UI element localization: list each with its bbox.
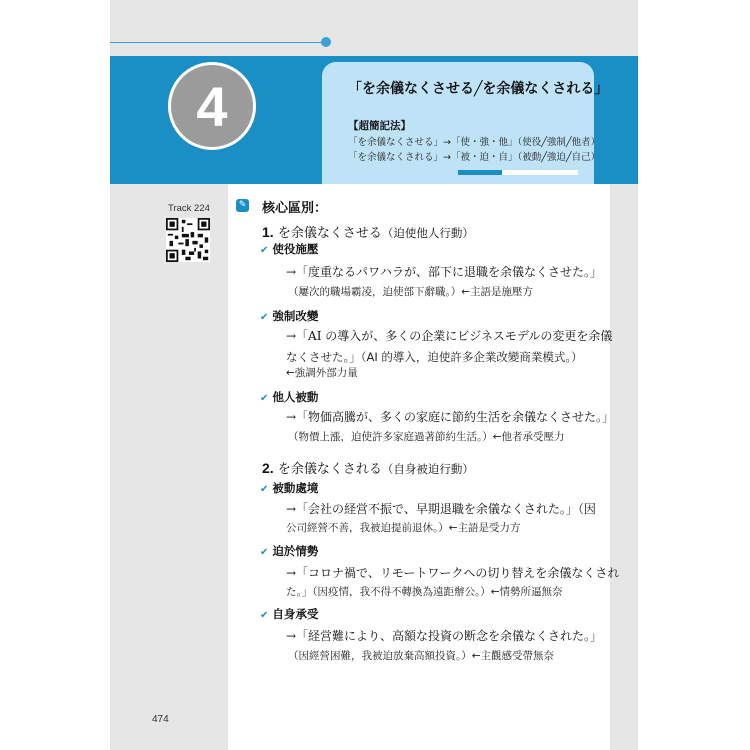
example-line: →「度重なるパワハラが、部下に退職を余儀なくさせた。」 xyxy=(286,265,603,279)
item-label: ✔ 迫於情勢 xyxy=(260,544,319,558)
item-label: ✔ 被動處境 xyxy=(260,481,319,495)
example-note: ←強調外部力量 xyxy=(286,367,358,379)
example-line: →「経営難により、高額な投資の断念を余儀なくされた。」 xyxy=(286,629,603,643)
core-label: 核心區別： xyxy=(262,201,328,216)
section-title: を余儀なくされる xyxy=(277,462,382,477)
page-number: 474 xyxy=(152,714,169,725)
progress-bar-filled xyxy=(458,170,502,175)
progress-bar-track xyxy=(502,170,578,175)
example-line: →「コロナ禍で、リモートワークへの切り替えを余儀なくされ xyxy=(286,566,620,580)
section-number: 2. xyxy=(262,460,274,476)
item-label: ✔ 強制改變 xyxy=(260,309,319,323)
example-line: →「会社の経営不振で、早期退職を余儀なくされた。」（因 xyxy=(286,502,596,516)
page-title: 「を余儀なくさせる╱を余儀なくされる」 xyxy=(348,81,609,97)
check-icon: ✔ xyxy=(260,312,269,323)
section-title: を余儀なくさせる xyxy=(277,226,382,241)
section-1-heading xyxy=(262,222,474,241)
check-icon: ✔ xyxy=(260,484,269,495)
example-line: →「物価高騰が、多くの家庭に節約生活を余儀なくさせた。」 xyxy=(286,410,615,424)
section-note: （迫使他人行動） xyxy=(381,226,474,240)
example-translation: 公司經營不善，我被迫提前退休。）←主語是受力方 xyxy=(286,522,521,534)
section-number: 1. xyxy=(262,224,274,240)
check-icon: ✔ xyxy=(260,393,269,404)
check-icon: ✔ xyxy=(260,547,269,558)
item-label: ✔ 使役施壓 xyxy=(260,242,319,256)
summary-heading: 【超簡記法】 xyxy=(348,120,411,132)
example-translation: （屢次的職場霸凌，迫使部下辭職。）←主語是施壓方 xyxy=(288,286,534,298)
top-rule xyxy=(110,42,325,43)
item-label: ✔ 他人被動 xyxy=(260,390,319,404)
example-translation: た。」（因疫情，我不得不轉換為遠距辦公。）←情勢所逼無奈 xyxy=(286,586,563,598)
lesson-number: 4 xyxy=(168,62,256,150)
summary-line-1: 「を余儀なくさせる」→「使・強・他」（使役╱強制╱他者） xyxy=(348,137,601,148)
section-2-heading xyxy=(262,458,474,477)
section-note: （自身被迫行動） xyxy=(381,462,474,476)
summary-line-2: 「を余儀なくされる」→「被・迫・自」（被動╱強迫╱自己） xyxy=(348,152,601,163)
check-icon: ✔ xyxy=(260,610,269,621)
item-label: ✔ 自身承受 xyxy=(260,607,319,621)
core-icon: ✎ xyxy=(236,199,249,212)
track-label: Track 224 xyxy=(168,203,210,214)
top-rule-dot xyxy=(321,37,331,47)
qr-code[interactable] xyxy=(166,218,210,262)
example-translation: （因經營困難，我被迫放棄高額投資。）←主觀感受帶無奈 xyxy=(288,650,555,662)
check-icon: ✔ xyxy=(260,245,269,256)
example-translation: （物價上漲，迫使許多家庭過著節約生活。）←他者承受壓力 xyxy=(288,431,565,443)
example-line: →「AI の導入が、多くの企業にビジネスモデルの変更を余儀 xyxy=(286,329,613,343)
example-line: なくさせた。」（AI 的導入，迫使許多企業改變商業模式。） xyxy=(286,350,583,364)
